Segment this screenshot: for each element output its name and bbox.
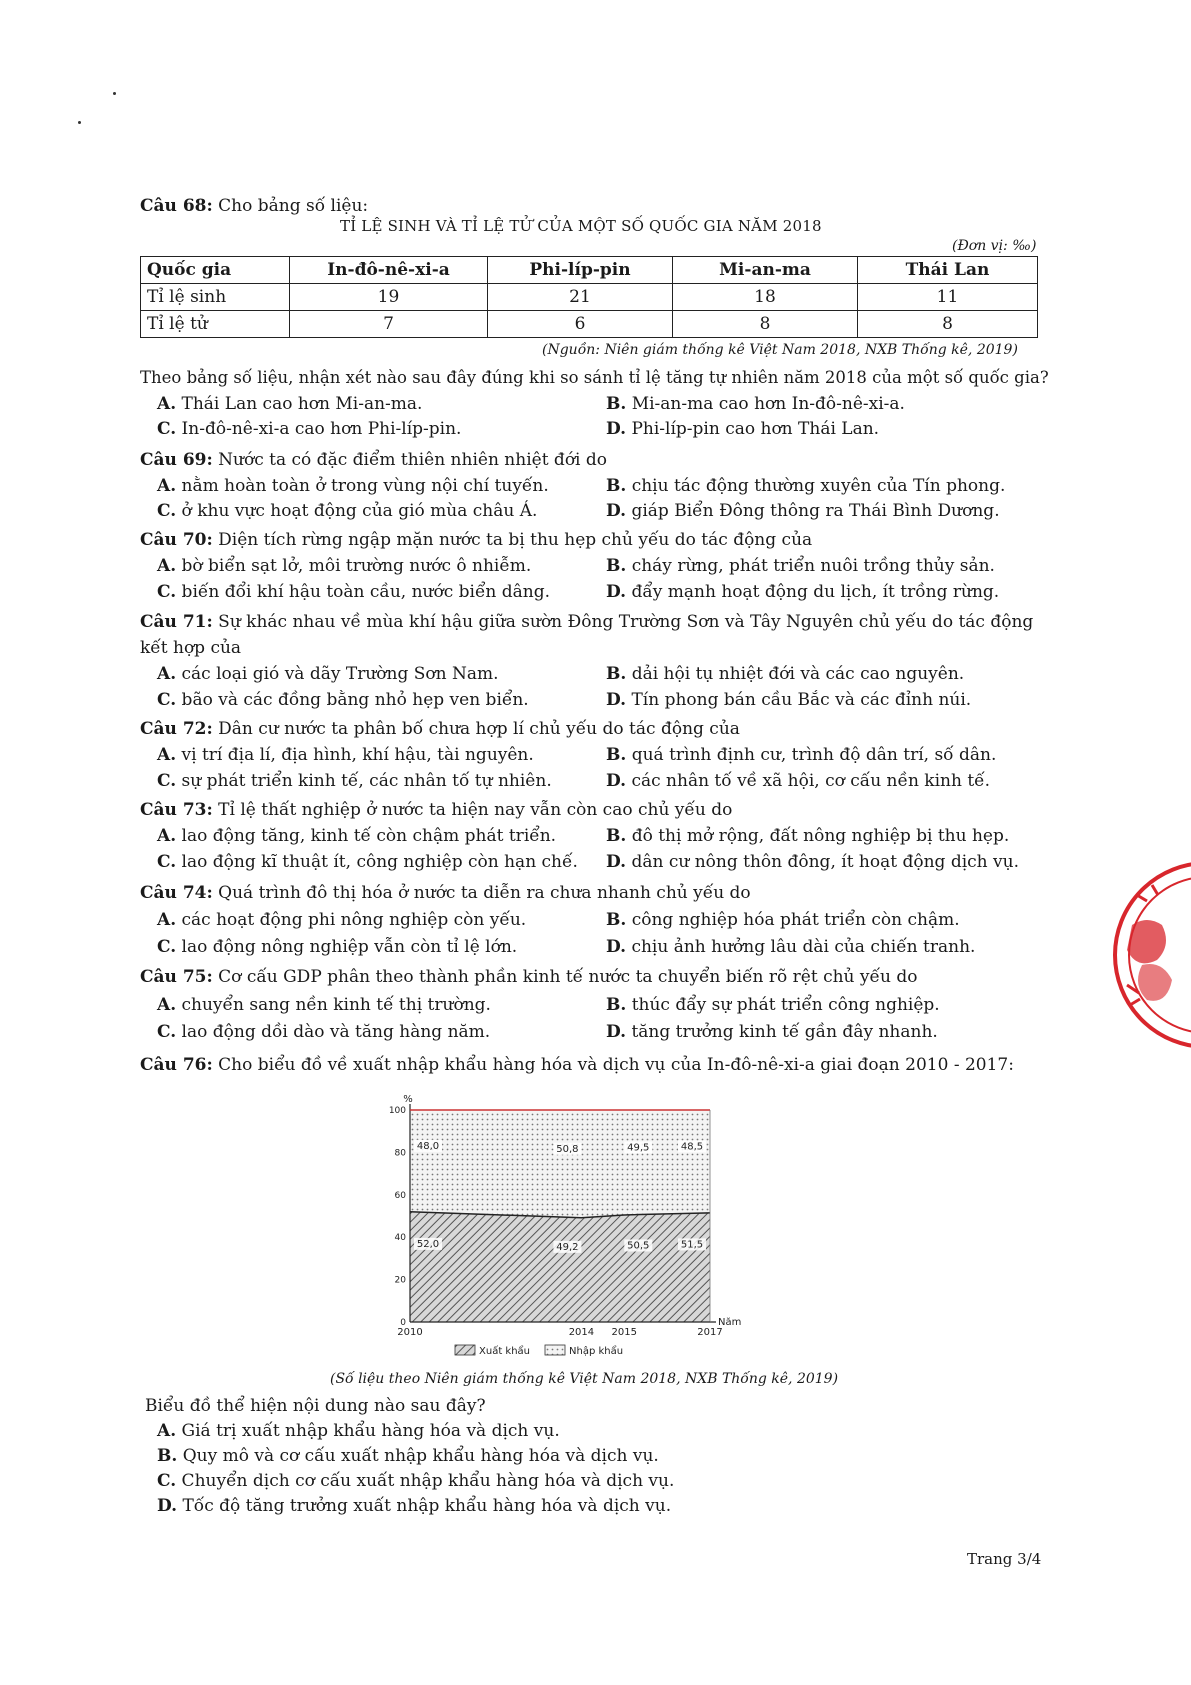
option-letter: C. — [157, 582, 177, 602]
table-header-cell: In-đô-nê-xi-a — [290, 257, 488, 284]
option-letter: D. — [606, 1022, 627, 1042]
option-c — [157, 1471, 674, 1491]
option-c — [157, 501, 537, 521]
question-71 — [140, 612, 1033, 632]
option-text: bão và các đồng bằng nhỏ hẹp ven biển. — [176, 690, 529, 710]
export-data-label: 52,0 — [416, 1238, 440, 1250]
question-label: Câu 72: — [140, 719, 213, 739]
option-text: thúc đẩy sự phát triển công nghiệp. — [626, 995, 940, 1015]
question-text: Cho bảng số liệu: — [212, 196, 369, 216]
option-d — [606, 852, 1019, 872]
table-cell: 6 — [488, 311, 673, 338]
option-text: chịu ảnh hưởng lâu dài của chiến tranh. — [626, 937, 976, 957]
table-row — [141, 284, 1038, 311]
option-c — [157, 419, 461, 439]
option-a — [157, 826, 556, 846]
import-data-label: 48,5 — [680, 1141, 704, 1153]
export-area — [410, 1212, 710, 1322]
option-letter: D. — [157, 1496, 178, 1516]
option-text: Giá trị xuất nhập khẩu hàng hóa và dịch vụ. — [176, 1421, 560, 1441]
scan-speck — [113, 92, 116, 95]
legend-swatch-export — [455, 1345, 475, 1355]
import-area — [410, 1110, 710, 1218]
table-title: TỈ LỆ SINH VÀ TỈ LỆ TỬ CỦA MỘT SỐ QUỐC GIA NĂM 2018 — [340, 217, 822, 235]
chart-plot-area — [389, 1094, 742, 1357]
option-letter: B. — [606, 394, 627, 414]
option-a — [157, 995, 491, 1015]
option-letter: D. — [606, 771, 627, 791]
option-b — [157, 1446, 659, 1466]
option-letter: D. — [606, 690, 627, 710]
y-tick-label: 20 — [394, 1275, 406, 1286]
option-text: lao động nông nghiệp vẫn còn tỉ lệ lớn. — [176, 937, 518, 957]
option-text: các loại gió và dãy Trường Sơn Nam. — [176, 664, 499, 684]
option-text: vị trí địa lí, địa hình, khí hậu, tài nguyên. — [176, 745, 534, 765]
option-text: lao động dồi dào và tăng hàng năm. — [176, 1022, 491, 1042]
y-tick-label: 60 — [394, 1190, 406, 1201]
import-data-label: 48,0 — [416, 1140, 440, 1152]
question-label: Câu 70: — [140, 530, 213, 550]
option-text: Tín phong bán cầu Bắc và các đỉnh núi. — [626, 690, 972, 710]
table-cell: 19 — [290, 284, 488, 311]
x-axis-label: Năm — [718, 1317, 742, 1328]
table-header-cell: Mi-an-ma — [673, 257, 858, 284]
question-76-prompt: Biểu đồ thể hiện nội dung nào sau đây? — [145, 1396, 486, 1416]
option-letter: C. — [157, 852, 177, 872]
question-text: Diện tích rừng ngập mặn nước ta bị thu hẹp chủ yếu do tác động của — [212, 530, 813, 550]
option-text: Thái Lan cao hơn Mi-an-ma. — [176, 394, 423, 414]
question-label: Câu 76: — [140, 1055, 213, 1075]
option-a — [157, 745, 534, 765]
question-label: Câu 68: — [140, 196, 213, 216]
option-d — [606, 1022, 938, 1042]
option-text: lao động tăng, kinh tế còn chậm phát triển. — [176, 826, 557, 846]
option-d — [606, 771, 990, 791]
option-text: các hoạt động phi nông nghiệp còn yếu. — [176, 910, 527, 930]
option-text: chuyển sang nền kinh tế thị trường. — [176, 995, 491, 1015]
option-letter: B. — [606, 664, 627, 684]
question-68 — [140, 196, 368, 216]
question-75 — [140, 967, 917, 987]
option-letter: C. — [157, 690, 177, 710]
y-axis-label: % — [403, 1094, 413, 1105]
question-label: Câu 71: — [140, 612, 213, 632]
table-header-row — [141, 257, 1038, 284]
table-cell: 21 — [488, 284, 673, 311]
question-text: Cho biểu đồ về xuất nhập khẩu hàng hóa và dịch vụ của In-đô-nê-xi-a giai đoạn 2010 - 2017: — [212, 1055, 1014, 1075]
x-tick-label: 2017 — [697, 1327, 723, 1338]
option-letter: A. — [157, 476, 177, 496]
option-b — [606, 556, 995, 576]
table-cell: 8 — [858, 311, 1038, 338]
option-b — [606, 826, 1009, 846]
birth-death-rate-table — [140, 256, 1038, 338]
question-text: Dân cư nước ta phân bố chưa hợp lí chủ yếu do tác động của — [212, 719, 740, 739]
option-letter: C. — [157, 501, 177, 521]
option-letter: B. — [606, 826, 627, 846]
option-text: Phi-líp-pin cao hơn Thái Lan. — [626, 419, 880, 439]
option-text: dân cư nông thôn đông, ít hoạt động dịch vụ. — [626, 852, 1019, 872]
option-text: lao động kĩ thuật ít, công nghiệp còn hạn chế. — [176, 852, 578, 872]
chart-source: (Số liệu theo Niên giám thống kê Việt Nam 2018, NXB Thống kê, 2019) — [330, 1371, 839, 1387]
export-data-label: 50,5 — [627, 1240, 650, 1252]
export-import-chart — [380, 1082, 820, 1382]
option-text: giáp Biển Đông thông ra Thái Bình Dương. — [626, 501, 1000, 521]
option-letter: D. — [606, 419, 627, 439]
table-header-cell: Phi-líp-pin — [488, 257, 673, 284]
option-text: quá trình định cư, trình độ dân trí, số dân. — [626, 745, 997, 765]
option-text: ở khu vực hoạt động của gió mùa châu Á. — [176, 501, 538, 521]
option-a — [157, 556, 531, 576]
option-c — [157, 690, 529, 710]
y-tick-label: 0 — [400, 1318, 406, 1328]
table-cell: Tỉ lệ sinh — [141, 284, 290, 311]
option-letter: A. — [157, 556, 177, 576]
table-source: (Nguồn: Niên giám thống kê Việt Nam 2018, NXB Thống kê, 2019) — [542, 342, 1018, 358]
table-cell: 18 — [673, 284, 858, 311]
option-a — [157, 394, 422, 414]
y-tick-label: 100 — [388, 1106, 406, 1116]
table-cell: 8 — [673, 311, 858, 338]
table-cell: Tỉ lệ tử — [141, 311, 290, 338]
option-a — [157, 476, 549, 496]
option-a — [157, 664, 499, 684]
import-data-label: 49,5 — [627, 1142, 650, 1154]
option-b — [606, 910, 960, 930]
legend-label-import: Nhập khẩu — [569, 1346, 624, 1357]
question-73 — [140, 800, 732, 820]
option-letter: D. — [606, 501, 627, 521]
question-label: Câu 73: — [140, 800, 213, 820]
option-text: Mi-an-ma cao hơn In-đô-nê-xi-a. — [626, 394, 905, 414]
option-text: Chuyển dịch cơ cấu xuất nhập khẩu hàng hóa và dịch vụ. — [176, 1471, 675, 1491]
option-text: các nhân tố về xã hội, cơ cấu nền kinh tế. — [626, 771, 991, 791]
option-d — [157, 1496, 671, 1516]
option-text: đô thị mở rộng, đất nông nghiệp bị thu hẹp. — [626, 826, 1010, 846]
option-letter: A. — [157, 910, 177, 930]
export-data-label: 49,2 — [556, 1241, 579, 1253]
question-label: Câu 74: — [140, 883, 213, 903]
option-text: dải hội tụ nhiệt đới và các cao nguyên. — [626, 664, 965, 684]
table-cell: 7 — [290, 311, 488, 338]
question-text: Nước ta có đặc điểm thiên nhiên nhiệt đới do — [212, 450, 608, 470]
option-letter: B. — [157, 1446, 178, 1466]
option-letter: B. — [606, 910, 627, 930]
option-letter: C. — [157, 771, 177, 791]
option-letter: C. — [157, 1471, 177, 1491]
option-b — [606, 745, 996, 765]
option-letter: C. — [157, 1022, 177, 1042]
question-text: Cơ cấu GDP phân theo thành phần kinh tế nước ta chuyển biến rõ rệt chủ yếu do — [212, 967, 918, 987]
option-c — [157, 852, 578, 872]
option-letter: A. — [157, 1421, 177, 1441]
question-76 — [140, 1055, 1014, 1075]
y-tick-label: 40 — [394, 1233, 406, 1244]
option-letter: D. — [606, 937, 627, 957]
option-c — [157, 1022, 490, 1042]
option-text: công nghiệp hóa phát triển còn chậm. — [626, 910, 960, 930]
option-a — [157, 910, 526, 930]
option-letter: A. — [157, 394, 177, 414]
export-data-label: 51,5 — [680, 1239, 704, 1251]
option-text: Tốc độ tăng trưởng xuất nhập khẩu hàng hóa và dịch vụ. — [177, 1496, 672, 1516]
option-text: chịu tác động thường xuyên của Tín phong. — [626, 476, 1006, 496]
y-tick-label: 80 — [394, 1148, 406, 1159]
question-70 — [140, 530, 812, 550]
option-d — [606, 501, 1000, 521]
option-c — [157, 771, 552, 791]
option-letter: C. — [157, 419, 177, 439]
legend-swatch-import — [545, 1345, 565, 1355]
option-text: sự phát triển kinh tế, các nhân tố tự nhiên. — [176, 771, 552, 791]
option-d — [606, 937, 975, 957]
import-data-label: 50,8 — [556, 1143, 579, 1155]
table-cell: 11 — [858, 284, 1038, 311]
table-header-cell: Thái Lan — [858, 257, 1038, 284]
option-letter: D. — [606, 852, 627, 872]
question-text: Sự khác nhau về mùa khí hậu giữa sườn Đông Trường Sơn và Tây Nguyên chủ yếu do tác động — [212, 612, 1034, 632]
question-text: Quá trình đô thị hóa ở nước ta diễn ra chưa nhanh chủ yếu do — [212, 883, 751, 903]
option-letter: D. — [606, 582, 627, 602]
question-71-continued: kết hợp của — [140, 638, 242, 658]
option-text: bờ biển sạt lở, môi trường nước ô nhiễm. — [176, 556, 532, 576]
option-letter: A. — [157, 664, 177, 684]
option-d — [606, 419, 879, 439]
option-d — [606, 582, 999, 602]
option-text: In-đô-nê-xi-a cao hơn Phi-líp-pin. — [176, 419, 462, 439]
table-unit: (Đơn vị: ‰) — [952, 238, 1037, 254]
option-a — [157, 1421, 560, 1441]
legend-label-export: Xuất khẩu — [479, 1346, 531, 1357]
x-tick-label: 2010 — [397, 1327, 423, 1338]
question-label: Câu 75: — [140, 967, 213, 987]
option-text: biến đổi khí hậu toàn cầu, nước biển dâng. — [176, 582, 551, 602]
page-number: Trang 3/4 — [967, 1550, 1042, 1568]
question-74 — [140, 883, 751, 903]
option-letter: A. — [157, 995, 177, 1015]
question-72 — [140, 719, 740, 739]
question-69 — [140, 450, 607, 470]
option-letter: B. — [606, 995, 627, 1015]
red-seal-stamp — [1112, 855, 1191, 1055]
option-c — [157, 582, 550, 602]
option-b — [606, 664, 964, 684]
option-text: đẩy mạnh hoạt động du lịch, ít trồng rừng. — [626, 582, 1000, 602]
option-letter: A. — [157, 826, 177, 846]
option-letter: B. — [606, 556, 627, 576]
option-letter: B. — [606, 745, 627, 765]
option-d — [606, 690, 971, 710]
option-text: nằm hoàn toàn ở trong vùng nội chí tuyến. — [176, 476, 549, 496]
table-row — [141, 311, 1038, 338]
x-tick-label: 2015 — [611, 1327, 638, 1338]
option-text: Quy mô và cơ cấu xuất nhập khẩu hàng hóa và dịch vụ. — [177, 1446, 659, 1466]
table-header-cell: Quốc gia — [141, 257, 290, 284]
option-b — [606, 394, 905, 414]
scan-speck — [78, 121, 81, 124]
question-68-prompt: Theo bảng số liệu, nhận xét nào sau đây đúng khi so sánh tỉ lệ tăng tự nhiên năm 2018 của một số quốc gia? — [140, 368, 1049, 387]
question-text: Tỉ lệ thất nghiệp ở nước ta hiện nay vẫn còn cao chủ yếu do — [212, 800, 733, 820]
option-b — [606, 995, 940, 1015]
option-c — [157, 937, 517, 957]
option-b — [606, 476, 1005, 496]
option-letter: C. — [157, 937, 177, 957]
option-text: tăng trưởng kinh tế gần đây nhanh. — [626, 1022, 938, 1042]
option-text: cháy rừng, phát triển nuôi trồng thủy sản. — [626, 556, 995, 576]
option-letter: A. — [157, 745, 177, 765]
option-letter: B. — [606, 476, 627, 496]
question-label: Câu 69: — [140, 450, 213, 470]
x-tick-label: 2014 — [568, 1327, 595, 1338]
